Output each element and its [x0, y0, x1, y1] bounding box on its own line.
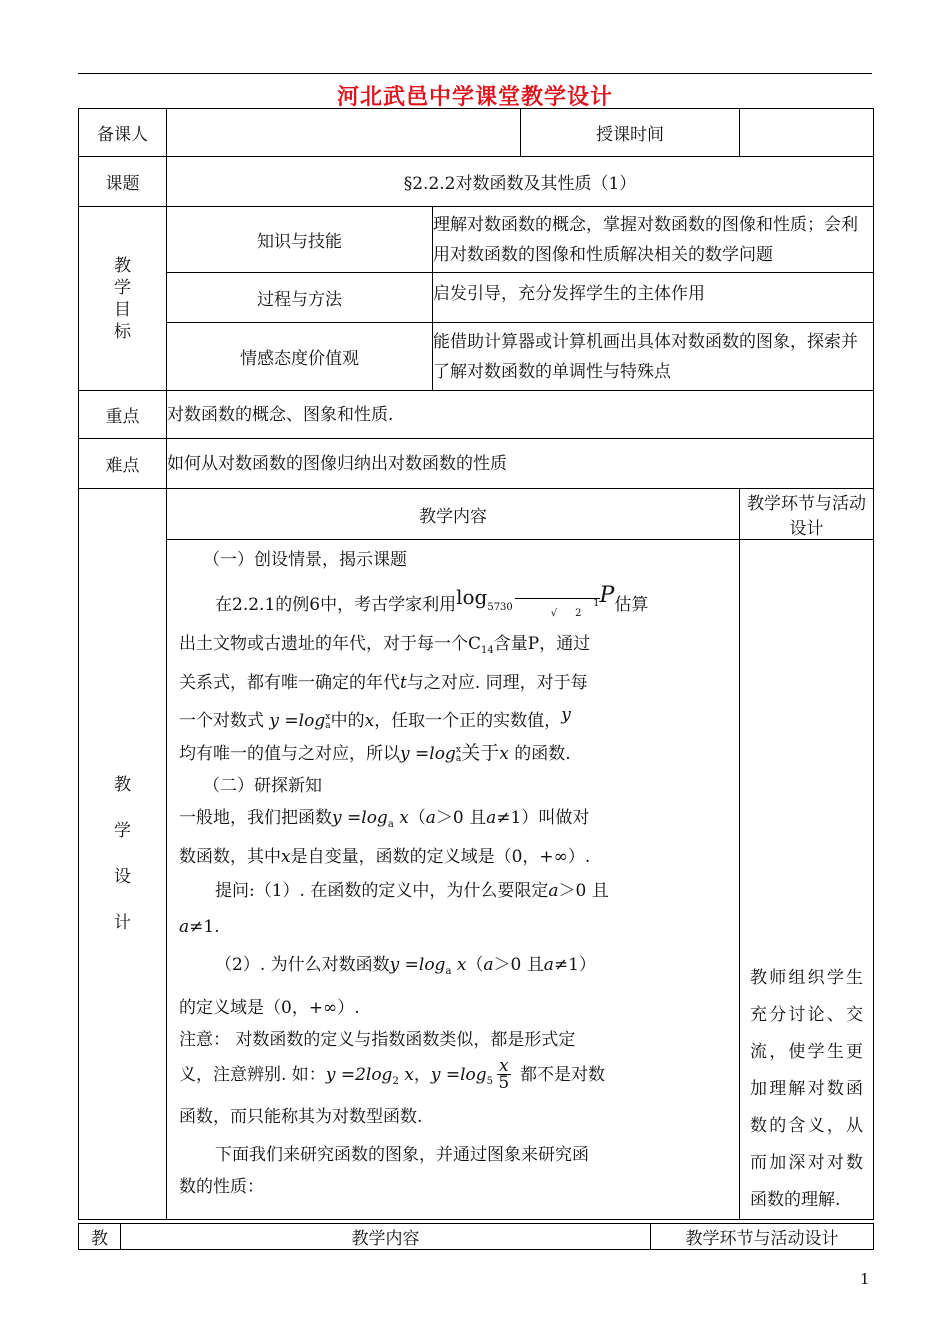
text-run: 数函数，其中 — [179, 847, 281, 867]
math-expr: y =log — [400, 744, 456, 764]
text-run: ≠1. — [189, 917, 220, 937]
math-var: x — [404, 1065, 414, 1085]
key-point-text: 对数函数的概念、图象和性质. — [167, 391, 874, 439]
math-var: x — [399, 808, 409, 828]
text-run: 均有唯一的值与之对应，所以 — [179, 744, 400, 764]
log-base: 5730 — [487, 602, 513, 613]
design-body-row — [79, 540, 874, 1220]
paragraph: 数的性质： — [179, 1177, 264, 1197]
math-var: a — [179, 917, 190, 937]
math-expr: y =log — [389, 955, 446, 975]
continuation-col-1: 教 — [79, 1224, 121, 1250]
text-run: ＞0 且 — [558, 881, 609, 901]
text-run: ≠1） — [553, 955, 596, 975]
fraction-num: x — [499, 1056, 509, 1076]
section-heading: （二）研探新知 — [203, 776, 322, 796]
topic-label: 课题 — [79, 157, 167, 207]
difficulty-label: 难点 — [79, 439, 167, 489]
math-var: x — [499, 744, 509, 764]
page-number: 1 — [860, 1270, 870, 1288]
paragraph: 下面我们来研究函数的图象，并通过图象来研究函 — [215, 1145, 589, 1165]
text-run: （ — [408, 808, 426, 828]
paragraph — [179, 1056, 727, 1101]
text-run: 是自变量，函数的定义域是（0，+∞）. — [290, 847, 591, 867]
top-rule — [78, 73, 872, 74]
goal-row-attitude — [79, 323, 874, 391]
design-label-char: 教 — [114, 775, 131, 795]
subscript: a — [455, 754, 462, 764]
text-run: 都不是对数 — [520, 1065, 605, 1085]
sqrt-half: √1 2 — [515, 598, 600, 619]
math-expr: y =log — [269, 711, 326, 731]
paragraph — [179, 667, 727, 699]
text-run: （ — [466, 955, 484, 975]
continuation-table — [78, 1223, 874, 1250]
text-run: 估算 — [614, 595, 649, 615]
text-run: 与之对应. 同理，对于每 — [406, 673, 588, 693]
goals-label-char: 标 — [114, 321, 131, 342]
math-var: x — [364, 711, 375, 731]
activity-design-cell — [740, 540, 874, 1220]
time-value[interactable] — [740, 109, 874, 157]
superscript: x — [325, 712, 331, 722]
key-point-row — [79, 391, 874, 439]
subscript: 2 — [392, 1076, 399, 1087]
goal-name: 知识与技能 — [167, 207, 433, 273]
goals-label — [79, 207, 167, 391]
activity-column-header: 教学环节与活动设计 — [740, 489, 874, 540]
text-run: 出土文物或古遗址的年代，对于每一个C — [179, 634, 482, 654]
paragraph — [179, 699, 727, 737]
time-label: 授课时间 — [521, 109, 740, 157]
continuation-header-row — [79, 1224, 874, 1250]
log-symbol: log — [456, 585, 488, 609]
subscript: a — [325, 721, 331, 731]
design-label-char: 设 — [114, 867, 131, 887]
section-heading: （一）创设情景，揭示课题 — [203, 550, 407, 570]
goal-text: 启发引导，充分发挥学生的主体作用 — [433, 273, 874, 323]
paragraph: 注意： 对数函数的定义与指数函数类似，都是形式定 — [179, 1030, 576, 1050]
goal-text: 能借助计算器或计算机画出具体对数函数的图象，探索并了解对数函数的单调性与特殊点 — [433, 323, 874, 391]
text-run: 的函数. — [514, 744, 571, 764]
paragraph — [179, 909, 727, 945]
paragraph: 的定义域是（0，+∞）. — [179, 998, 360, 1018]
goals-label-char: 学 — [114, 277, 131, 298]
topic-value: §2.2.2对数函数及其性质（1） — [167, 157, 874, 207]
goal-name: 情感态度价值观 — [167, 323, 433, 391]
text-run: 在2.2.1的例6中，考古学家利用 — [215, 595, 457, 615]
goals-label-char: 目 — [114, 299, 131, 320]
half-den: 2 — [575, 608, 582, 619]
goal-row-process — [79, 273, 874, 323]
math-var: a — [486, 808, 497, 828]
difficulty-text: 如何从对数函数的图像归纳出对数函数的性质 — [167, 439, 874, 489]
subscript: a — [387, 819, 394, 830]
subscript: a — [445, 966, 452, 977]
text-run: ＞0 且 — [435, 808, 487, 828]
text-run: 中的 — [330, 711, 365, 731]
text-run: 一个对数式 — [179, 711, 264, 731]
text-run: ， — [413, 1065, 431, 1085]
difficulty-row — [79, 439, 874, 489]
paragraph — [179, 737, 727, 770]
text-run: （2）. 为什么对数函数 — [215, 955, 390, 975]
math-var: a — [425, 808, 436, 828]
text-run: 关系式，都有唯一确定的年代 — [179, 673, 400, 693]
goal-row-knowledge — [79, 207, 874, 273]
page-title: 河北武邑中学课堂教学设计 — [336, 84, 613, 110]
paragraph — [179, 841, 727, 873]
design-label — [79, 489, 167, 1220]
text-run: 一般地，我们把函数 — [179, 808, 332, 828]
text-run: ≠1）叫做对 — [496, 808, 590, 828]
p-variable: P — [599, 583, 615, 608]
preparer-row — [79, 109, 874, 157]
math-var: x — [281, 847, 291, 867]
teaching-content — [167, 540, 740, 1220]
goals-label-char: 教 — [114, 255, 131, 276]
subscript: 5 — [486, 1076, 493, 1087]
design-header-row — [79, 489, 874, 540]
key-point-label: 重点 — [79, 391, 167, 439]
spacer — [750, 540, 863, 960]
fraction — [497, 1058, 511, 1091]
design-label-char: 计 — [114, 913, 131, 933]
goal-name: 过程与方法 — [167, 273, 433, 323]
math-var: a — [548, 881, 559, 901]
continuation-col-3: 教学环节与活动设计 — [651, 1224, 874, 1250]
text-run: ，任取一个正的实数值， — [374, 711, 562, 731]
paragraph: 函数，而只能称其为对数型函数. — [179, 1107, 423, 1127]
subscript: 14 — [481, 645, 494, 656]
lesson-plan-table — [78, 108, 874, 1220]
paragraph — [179, 873, 727, 909]
text-run: 提问:（1）. 在函数的定义中，为什么要限定 — [215, 881, 549, 901]
superscript: x — [455, 745, 461, 755]
paragraph — [179, 802, 727, 841]
math-var: t — [400, 673, 407, 693]
preparer-label: 备课人 — [79, 109, 167, 157]
paragraph — [179, 628, 727, 667]
half-num: 1 — [593, 598, 600, 609]
topic-row — [79, 157, 874, 207]
activity-text: 教师组织学生充分讨论、交流，使学生更加理解对数函数的含义，从而加深对对数函数的理解. — [750, 968, 864, 1210]
continuation-col-2: 教学内容 — [121, 1224, 651, 1250]
paragraph — [179, 945, 727, 992]
math-var: x — [456, 955, 467, 975]
math-var: y — [561, 705, 571, 725]
math-expr: y =2log — [325, 1065, 393, 1085]
paragraph — [179, 576, 727, 628]
fraction-den: 5 — [498, 1073, 510, 1093]
text-run: 义，注意辨别. 如： — [179, 1065, 326, 1085]
text-run: 关于 — [461, 742, 500, 764]
text-run: 含量P，通过 — [493, 634, 591, 654]
content-column-header: 教学内容 — [167, 489, 740, 540]
math-var: a — [543, 955, 554, 975]
math-var: a — [483, 955, 494, 975]
goal-text: 理解对数函数的概念，掌握对数函数的图像和性质；会利用对数函数的图像和性质解决相关的数学问题 — [433, 207, 874, 273]
text-run: ＞0 且 — [493, 955, 544, 975]
math-expr: y =log — [430, 1065, 487, 1085]
math-expr: y =log — [332, 808, 388, 828]
preparer-value[interactable] — [167, 109, 521, 157]
design-label-char: 学 — [114, 821, 131, 841]
